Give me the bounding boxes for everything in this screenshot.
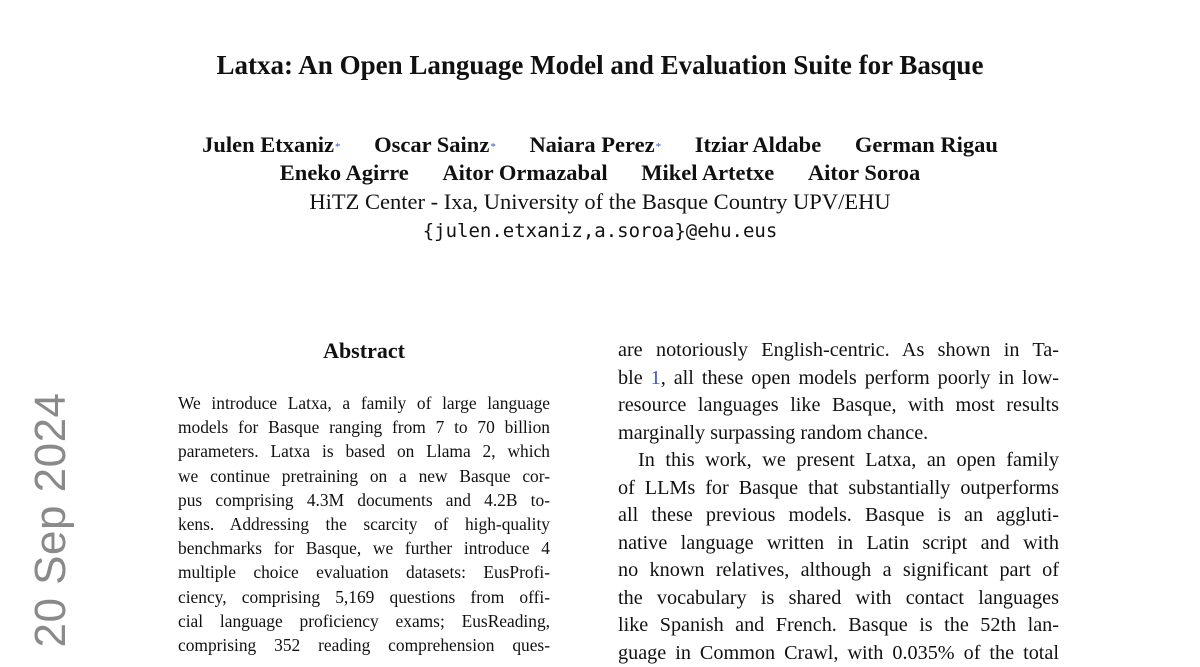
contact-email[interactable]: {julen.etxaniz,a.soroa}@ehu.eus [0, 218, 1200, 244]
author [280, 159, 409, 187]
author [442, 159, 607, 187]
abstract-line: comprising 352 reading comprehension ques- [178, 633, 550, 657]
author [695, 131, 821, 159]
author [855, 131, 998, 159]
abstract-line: benchmarks for Basque, we further introduce 4 [178, 536, 550, 560]
author [374, 131, 496, 159]
body-line: In this work, we present Latxa, an open family [618, 447, 1059, 475]
body-line: all these previous models. Basque is an aggluti- [618, 502, 1059, 530]
author-name: Aitor Ormazabal [442, 160, 607, 185]
body-line: of LLMs for Basque that substantially outperforms [618, 475, 1059, 503]
abstract-line: ciency, comprising 5,169 questions from offi- [178, 585, 550, 609]
equal-contribution-mark[interactable]: * [335, 141, 341, 153]
body-line: guage in Common Crawl, with 0.035% of the total [618, 640, 1059, 667]
author-name: Naiara Perez [529, 132, 654, 157]
author-name: Itziar Aldabe [695, 132, 821, 157]
table-reference-link[interactable]: 1 [651, 367, 661, 389]
arxiv-date-stamp: 20 Sep 2024 [27, 392, 75, 647]
intro-text-column [618, 337, 1059, 667]
body-line: the vocabulary is shared with contact languages [618, 585, 1059, 613]
abstract-heading: Abstract [178, 337, 550, 365]
author [641, 159, 774, 187]
body-text: , all these open models perform poorly in low- [661, 367, 1059, 389]
author-name: Aitor Soroa [808, 160, 920, 185]
abstract-line: kens. Addressing the scarcity of high-quality [178, 512, 550, 536]
abstract-line: multiple choice evaluation datasets: EusProfi- [178, 560, 550, 584]
body-line [618, 365, 1059, 393]
abstract-body [178, 391, 550, 657]
body-text: ble [618, 367, 651, 389]
body-line: like Spanish and French. Basque is the 52th lan- [618, 612, 1059, 640]
abstract-line: parameters. Latxa is based on Llama 2, which [178, 439, 550, 463]
body-line: marginally surpassing random chance. [618, 420, 1059, 448]
abstract-line: cial language proficiency exams; EusReading, [178, 609, 550, 633]
body-line: are notoriously English-centric. As shown in Ta- [618, 337, 1059, 365]
body-line: resource languages like Basque, with most results [618, 392, 1059, 420]
author-name: Mikel Artetxe [641, 160, 774, 185]
equal-contribution-mark[interactable]: * [490, 141, 496, 153]
abstract-line: models for Basque ranging from 7 to 70 billion [178, 415, 550, 439]
abstract-line: we continue pretraining on a new Basque cor- [178, 464, 550, 488]
author [202, 131, 340, 159]
author-name: German Rigau [855, 132, 998, 157]
abstract-line: We introduce Latxa, a family of large language [178, 391, 550, 415]
body-line: no known relatives, although a significant part of [618, 557, 1059, 585]
authors-line-1 [0, 131, 1200, 159]
author-name: Eneko Agirre [280, 160, 409, 185]
body-line: native language written in Latin script and with [618, 530, 1059, 558]
author [808, 159, 920, 187]
paper-title: Latxa: An Open Language Model and Evaluation Suite for Basque [0, 48, 1200, 82]
affiliation: HiTZ Center - Ixa, University of the Basque Country UPV/EHU [0, 188, 1200, 216]
authors-line-2 [0, 159, 1200, 187]
equal-contribution-mark[interactable]: * [656, 141, 662, 153]
author-name: Julen Etxaniz [202, 132, 334, 157]
author-name: Oscar Sainz [374, 132, 489, 157]
author [529, 131, 661, 159]
abstract-line: pus comprising 4.3M documents and 4.2B to- [178, 488, 550, 512]
